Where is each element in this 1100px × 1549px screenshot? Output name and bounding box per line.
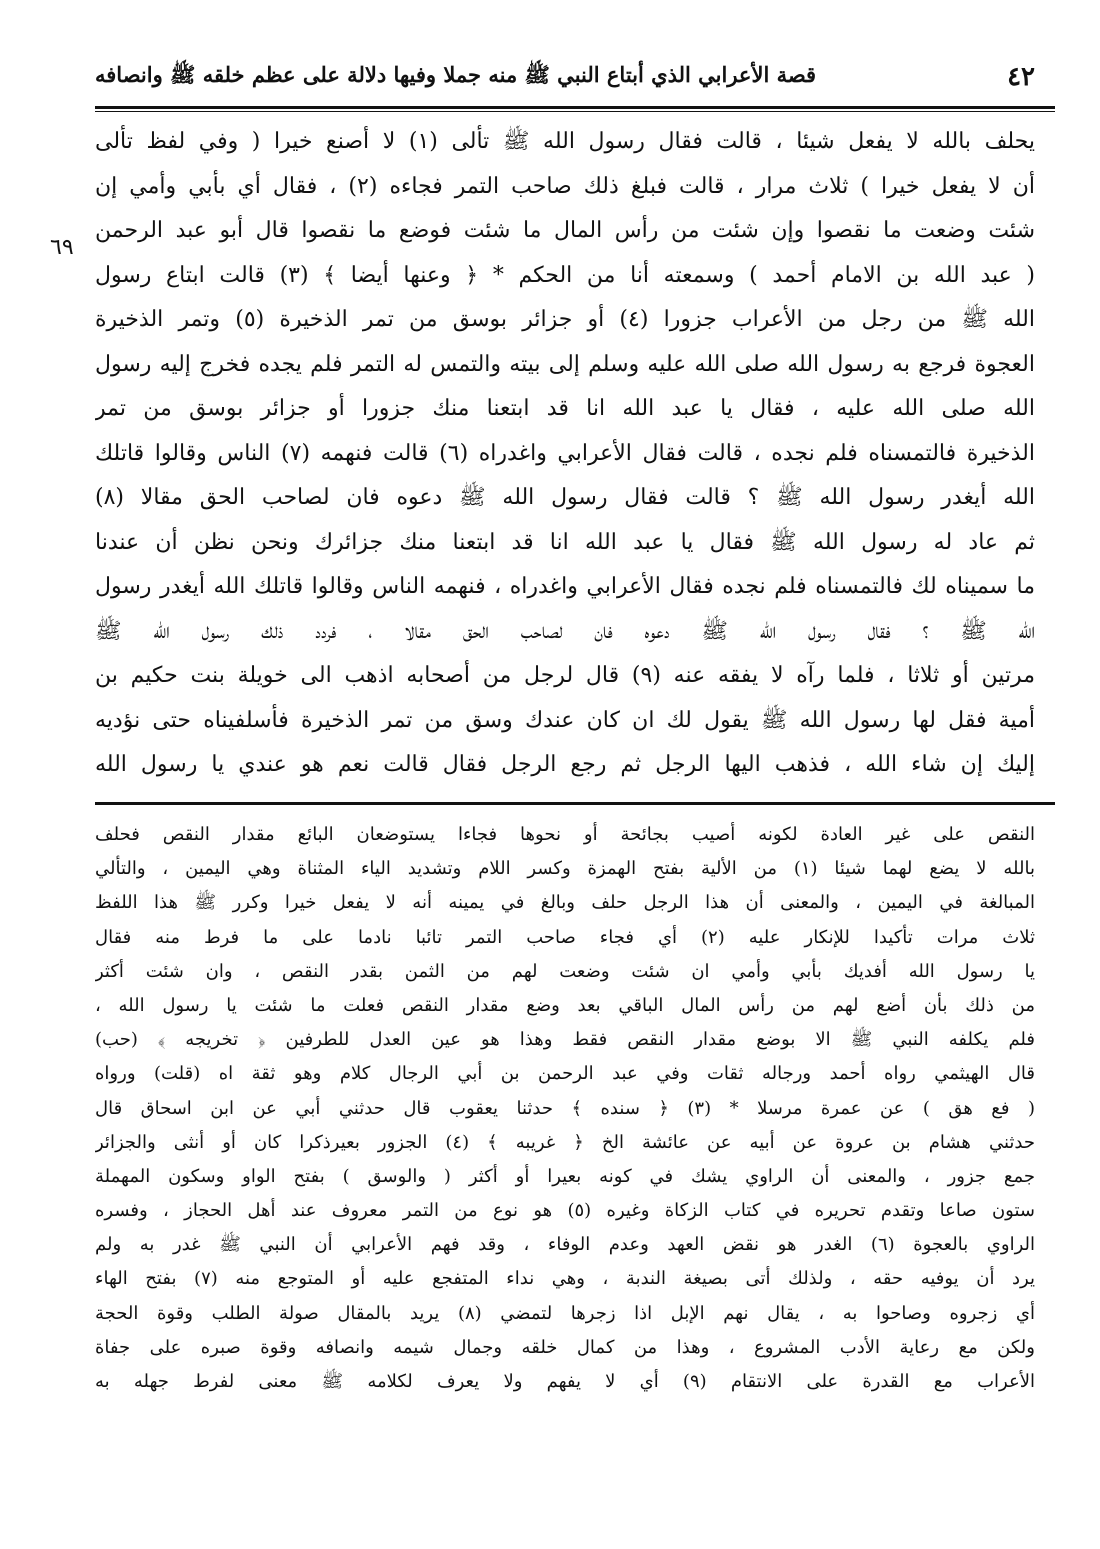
- main-text-line: يحلف بالله لا يفعل شيئا ، قالت فقال رسول الله ﷺ تألى (١) لا أصنع خيرا ( وفي لفظ تألى: [95, 129, 1035, 154]
- main-text-line: ( عبد الله بن الامام أحمد ) وسمعته أنا من الحكم * ﴿ وعنها أيضا ﴾ (٣) قالت ابتاع رسول: [95, 262, 1035, 288]
- footnote-line: الأعراب مع القدرة على الانتقام (٩) أي لا يفهم ولا يعرف لكلامه ﷺ معنى لفرط جهله به: [95, 1371, 1035, 1392]
- main-text-line: الله أيغدر رسول الله ﷺ ؟ قالت فقال رسول الله ﷺ دعوه فان لصاحب الحق مقالا (٨): [95, 485, 1035, 510]
- footnote-line: يا رسول الله أفديك بأبي وأمي ان شئت وضعت لهم من الثمن بقدر النقص ، وان شئت أكثر: [95, 960, 1035, 982]
- footnote-line: جمع جزور ، والمعنى أن الراوي يشك في كونه بعيرا أو أكثر ( والوسق ) بفتح الواو وسكون المهملة: [95, 1165, 1035, 1187]
- footnote-line: ستون صاعا وتقدم تحريره في كتاب الزكاة وغيره (٥) هو نوع من التمر معروف عند أهل الحجاز ، وفسره: [95, 1200, 1035, 1222]
- main-text-line: الذخيرة فالتمسناه فلم نجده ، قالت فقال الأعرابي واغدراه (٦) قالت فنهمه (٧) الناس وقالوا قاتلك: [95, 440, 1035, 466]
- main-text-line: أمية فقل لها رسول الله ﷺ يقول لك ان كان عندك وسق من تمر الذخيرة فأسلفيناه حتى نؤديه: [95, 707, 1035, 733]
- main-text-line: الله ﷺ من رجل من الأعراب جزورا (٤) أو جزائر بوسق من تمر الذخيرة (٥) وتمر الذخيرة: [95, 307, 1035, 332]
- main-text-line: العجوة فرجع به رسول الله صلى الله عليه وسلم إلى بيته والتمس له التمر فلم يجده فخرج إليه رسول: [95, 351, 1035, 377]
- footnote-line: أي زجروه وصاحوا به ، يقال نهم الإبل اذا زجرها لتمضي (٨) يريد بالمقال صولة الطلب وقوة الحجة: [95, 1302, 1035, 1324]
- footnote-line: الراوي بالعجوة (٦) الغدر هو نقض العهد وعدم الوفاء ، وقد فهم الأعرابي أن النبي ﷺ غدر به ولم: [95, 1234, 1035, 1256]
- footnote-line: حدثني هشام بن عروة عن أبيه عن عائشة الخ ﴿ غريبه ﴾ (٤) الجزور بعيرذكرا كان أو أنثى والجزائر: [95, 1131, 1035, 1153]
- footnote-line: المبالغة في اليمين ، والمعنى أن هذا الرجل حلف وبالغ في يمينه أنه لا يفعل خيرا وكرر ﷺ هذا اللفظ: [95, 892, 1035, 914]
- footnotes: [95, 818, 1035, 1399]
- page-header: [95, 52, 1045, 102]
- footnote-line: قال الهيثمي رواه أحمد ورجاله ثقات وفي عبد الرحمن بن أبي الرجال كلام وهو ثقة اه (قلت) ورواه: [95, 1063, 1035, 1085]
- page-number: ٤٢: [1007, 62, 1035, 92]
- footnote-line: بالله لا يضع لهما شيئا (١) من الألية بفتح الهمزة وكسر اللام وتشديد الياء المثناة وهي اليمين ، والتألي: [95, 858, 1035, 880]
- main-text-line: الله ﷺ ؟ فقال رسول الله ﷺ دعوه فان لصاحب الحق مقالا ، فردد ذلك رسول الله ﷺ: [95, 618, 1035, 644]
- footnote-line: ( فع هق ) عن عمرة مرسلا * (٣) ﴿ سنده ﴾ حدثنا يعقوب قال حدثني أبي عن ابن اسحاق قال: [95, 1097, 1035, 1119]
- footnote-line: ثلاث مرات تأكيدا للإنكار عليه (٢) أي فجاء صاحب التمر تائبا نادما على ما فرط منه فقال: [95, 926, 1035, 948]
- header-rule: [95, 106, 1055, 109]
- main-text-line: مرتين أو ثلاثا ، فلما رآه لا يفقه عنه (٩) قال لرجل من أصحابه اذهب الى خويلة بنت حكيم بن: [95, 663, 1035, 688]
- footnote-line: فلم يكلفه النبي ﷺ الا بوضع مقدار النقص فقط وهذا هو عين العدل للطرفين ﴿ تخريجه ﴾ (حب): [95, 1029, 1035, 1051]
- margin-hadith-number: ٦٩: [50, 235, 74, 260]
- footnote-separator: [95, 802, 1055, 805]
- main-text-line: ثم عاد له رسول الله ﷺ فقال يا عبد الله انا قد ابتعنا منك جزائرك ونحن نظن أن عندنا: [95, 529, 1035, 555]
- main-text-line: الله صلى الله عليه ، فقال يا عبد الله انا قد ابتعنا منك جزورا أو جزائر بوسق من تمر: [95, 396, 1035, 421]
- footnote-line: النقص على غير العادة لكونه أصيب بجائحة أو نحوها فجاءا يستوضعان البائع مقدار النقص فحلف: [95, 824, 1035, 845]
- main-text-line: أن لا يفعل خيرا ) ثلاث مرار ، قالت فبلغ ذلك صاحب التمر فجاءه (٢) ، فقال أي بأبي وأمي إن: [95, 173, 1035, 199]
- header-rule-thin: [95, 111, 1055, 112]
- footnote-line: من ذلك بأن أضع لهم من رأس المال الباقي بعد وضع مقدار النقص فعلت ما شئت يا رسول الله ،: [95, 994, 1035, 1016]
- main-text-line: إليك إن شاء الله ، فذهب اليها الرجل ثم رجع الرجل فقال قالت نعم هو عندي يا رسول الله: [95, 752, 1035, 777]
- footnote-line: ولكن مع رعاية الأدب المشروع ، وهذا من كمال خلقه وجمال شيمه وانصافه وقوة صبره على جفاة: [95, 1336, 1035, 1358]
- main-text-line: ما سميناه لك فالتمسناه فلم نجده فقال الأعرابي واغدراه ، فنهمه الناس وقالوا قاتلك الله أيغدر رسول: [95, 574, 1035, 599]
- footnote-line: يرد أن يوفيه حقه ، ولذلك أتى بصيغة الندبة ، وهي نداء المتفجع عليه أو المتوجع منه (٧) بفتح الهاء: [95, 1268, 1035, 1290]
- main-text-line: شئت وضعت ما نقصوا وإن شئت من رأس المال ما شئت فوضع ما نقصوا قال أبو عبد الرحمن: [95, 218, 1035, 243]
- running-title: قصة الأعرابي الذي أبتاع النبي ﷺ منه جملا وفيها دلالة على عظم خلقه ﷺ وانصافه: [95, 61, 817, 87]
- main-text: [95, 120, 1035, 788]
